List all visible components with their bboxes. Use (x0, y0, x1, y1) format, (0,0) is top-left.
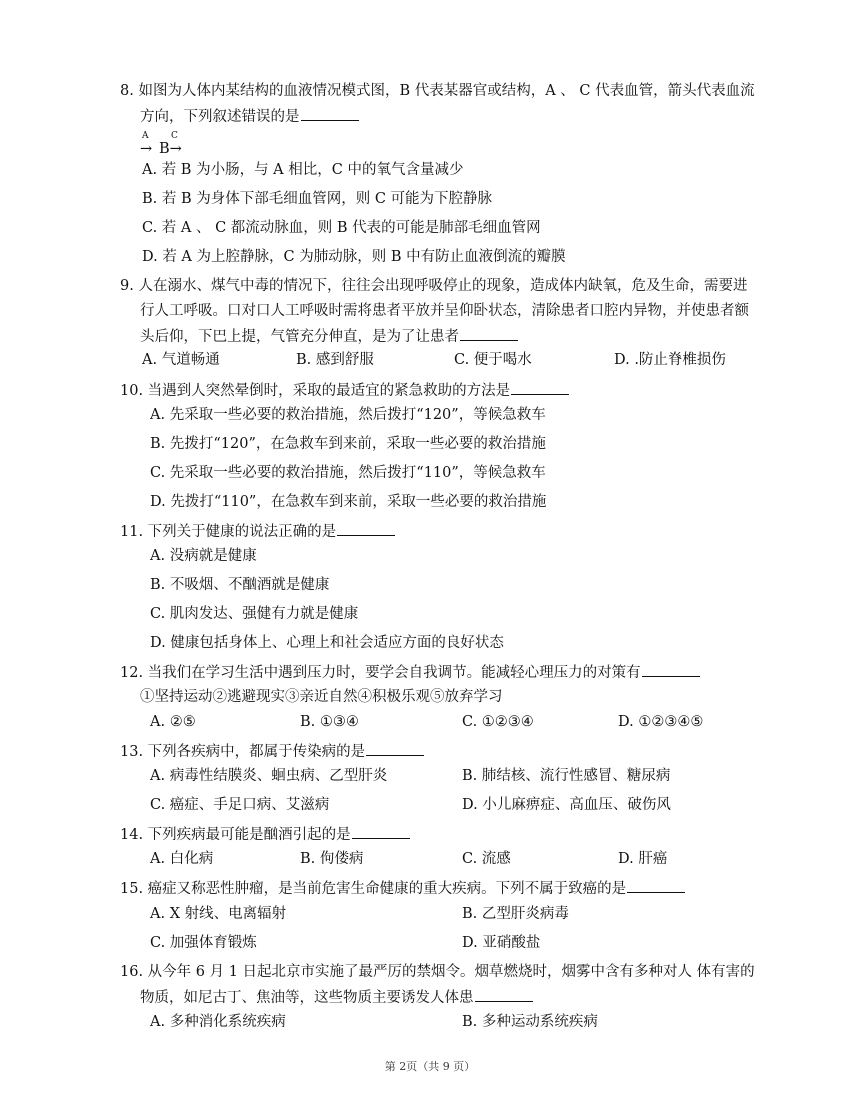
q13-option-a: A. 病毒性结膜炎、蛔虫病、乙型肝炎 (150, 768, 388, 784)
q10-stem (120, 380, 569, 401)
vessel-c-label: C (171, 131, 178, 141)
q11-option-d: D. 健康包括身体上、心理上和社会适应方面的良好状态 (150, 635, 504, 651)
q12-items: ①坚持运动②逃避现实③亲近自然④积极乐观⑤放弃学习 (140, 689, 503, 705)
q12-option-c: C. ①②③④ (462, 714, 534, 730)
q15-option-d: D. 亚硝酸盐 (462, 935, 541, 951)
q9-stem-line1: 9. 人在溺水、煤气中毒的情况下，往往会出现呼吸停止的现象，造成体内缺氧，危及生命，需要进 (120, 278, 748, 294)
q8-stem-line2 (140, 106, 359, 127)
q14-option-d: D. 肝癌 (618, 851, 668, 867)
q16-stem-line2 (140, 987, 533, 1008)
q15-stem-text: 15. 癌症又称恶性肿瘤，是当前危害生命健康的重大疾病。下列不属于致癌的是 (120, 881, 627, 897)
answer-blank (337, 521, 395, 536)
answer-blank (352, 824, 410, 839)
arrow-icon: → (140, 141, 153, 157)
q13-option-b: B. 肺结核、流行性感冒、糖尿病 (462, 768, 671, 784)
q9-option-a: A. 气道畅通 (142, 352, 220, 368)
q8-stem-text: 方向，下列叙述错误的是 (140, 109, 300, 125)
q11-stem-text: 11. 下列关于健康的说法正确的是 (120, 524, 337, 540)
q8-option-d: D. 若 A 为上腔静脉，C 为肺动脉，则 B 中有防止血液倒流的瓣膜 (142, 249, 566, 265)
q15-stem (120, 878, 685, 899)
q11-stem (120, 521, 395, 542)
blood-flow-diagram (140, 131, 220, 157)
q12-option-a: A. ②⑤ (150, 714, 196, 730)
q12-stem (120, 662, 700, 683)
q10-option-c: C. 先采取一些必要的救治措施，然后拨打“110”，等候急救车 (150, 465, 546, 481)
q16-option-b: B. 多种运动系统疾病 (462, 1014, 598, 1030)
q13-option-d: D. 小儿麻痹症、高血压、破伤风 (462, 797, 671, 813)
q14-stem (120, 824, 410, 845)
q10-stem-text: 10. 当遇到人突然晕倒时，采取的最适宜的紧急救助的方法是 (120, 383, 511, 399)
q12-stem-text: 12. 当我们在学习生活中遇到压力时，要学会自我调节。能减轻心理压力的对策有 (120, 665, 641, 681)
q13-stem-text: 13. 下列各疾病中，都属于传染病的是 (120, 744, 366, 760)
q15-option-b: B. 乙型肝炎病毒 (462, 906, 569, 922)
q11-option-a: A. 没病就是健康 (150, 548, 257, 564)
q10-option-d: D. 先拨打“110”，在急救车到来前，采取一些必要的救治措施 (150, 494, 547, 510)
q9-stem-text: 头后仰，下巴上提，气管充分伸直，是为了让患者 (140, 329, 459, 345)
q12-option-b: B. ①③④ (300, 714, 359, 730)
q16-stem-text: 物质，如尼古丁、焦油等，这些物质主要诱发人体患 (140, 990, 474, 1006)
q14-option-c: C. 流感 (462, 851, 511, 867)
q13-option-c: C. 癌症、手足口病、艾滋病 (150, 797, 330, 813)
q14-option-a: A. 白化病 (150, 851, 214, 867)
q9-option-b: B. 感到舒服 (296, 352, 374, 368)
answer-blank (627, 878, 685, 893)
answer-blank (366, 741, 424, 756)
answer-blank (642, 662, 700, 677)
q14-option-b: B. 佝偻病 (300, 851, 364, 867)
q8-option-c: C. 若 A 、 C 都流动脉血，则 B 代表的可能是肺部毛细血管网 (142, 220, 541, 236)
q8-stem-line1: 8. 如图为人体内某结构的血液情况模式图，B 代表某器官或结构，A 、 C 代表血管，箭头代表血流 (120, 83, 755, 99)
q8-option-b: B. 若 B 为身体下部毛细血管网，则 C 可能为下腔静脉 (142, 191, 493, 207)
q9-stem-line3 (140, 326, 518, 347)
q9-stem-line2: 行人工呼吸。口对口人工呼吸时需将患者平放并呈仰卧状态，清除患者口腔内异物，并使患者额 (140, 303, 749, 319)
q11-option-b: B. 不吸烟、不酗酒就是健康 (150, 577, 330, 593)
q10-option-a: A. 先采取一些必要的救治措施，然后拨打“120”，等候急救车 (150, 407, 546, 423)
q13-stem (120, 741, 424, 762)
q15-option-c: C. 加强体育锻炼 (150, 935, 257, 951)
answer-blank (511, 380, 569, 395)
q9-option-c: C. 便于喝水 (454, 352, 532, 368)
answer-blank (460, 326, 518, 341)
q12-option-d: D. ①②③④⑤ (618, 714, 704, 730)
vessel-a-label: A (142, 131, 149, 141)
q15-option-a: A. X 射线、电离辐射 (150, 906, 287, 922)
q9-option-d: D. .防止脊椎损伤 (614, 352, 726, 368)
q14-stem-text: 14. 下列疾病最可能是酗酒引起的是 (120, 827, 351, 843)
answer-blank (301, 106, 359, 121)
q8-option-a: A. 若 B 为小肠，与 A 相比，C 中的氧气含量减少 (142, 162, 464, 178)
organ-b-label: B→ (159, 141, 182, 157)
q16-option-a: A. 多种消化系统疾病 (150, 1014, 286, 1030)
q10-option-b: B. 先拨打“120”，在急救车到来前，采取一些必要的救治措施 (150, 436, 546, 452)
answer-blank (475, 987, 533, 1002)
q11-option-c: C. 肌肉发达、强健有力就是健康 (150, 606, 359, 622)
page-number-footer: 第 2页（共 9 页） (384, 1060, 476, 1073)
q16-stem-line1: 16. 从今年 6 月 1 日起北京市实施了最严厉的禁烟令。烟草燃烧时，烟雾中含有多种对人 体有害的 (120, 964, 755, 980)
